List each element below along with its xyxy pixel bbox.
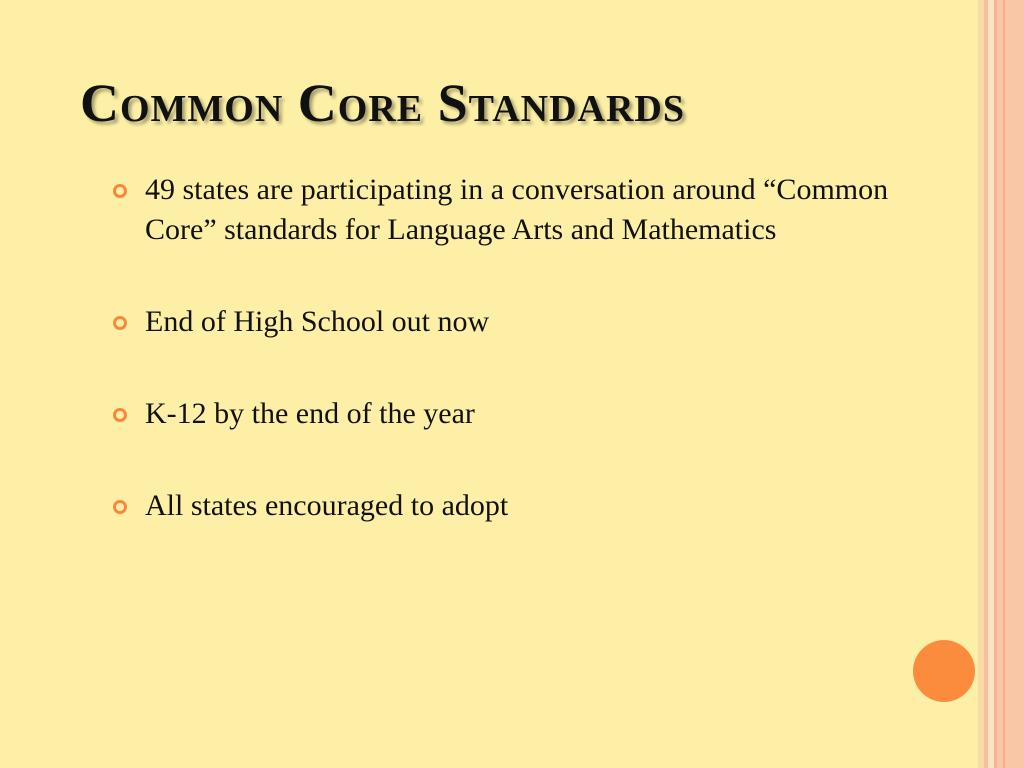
edge-stripe bbox=[997, 0, 1024, 768]
bullet-text: All states encouraged to adopt bbox=[145, 489, 509, 522]
hollow-circle-bullet-icon bbox=[113, 408, 127, 422]
slide-title: Common Core Standards bbox=[80, 73, 685, 133]
bullet-text: K-12 by the end of the year bbox=[145, 397, 475, 430]
hollow-circle-bullet-icon bbox=[113, 316, 127, 330]
hollow-circle-bullet-icon bbox=[113, 500, 127, 514]
hollow-circle-bullet-icon bbox=[113, 184, 127, 198]
bullet-item bbox=[112, 394, 962, 434]
bullet-text: 49 states are participating in a conversation around “Common Core” standards for Language Arts and Mathematics bbox=[145, 173, 889, 246]
bullet-item bbox=[112, 170, 962, 250]
bullet-item bbox=[112, 302, 962, 342]
orange-circle-icon bbox=[913, 640, 975, 702]
bullet-item bbox=[112, 486, 962, 526]
edge-stripe bbox=[1003, 0, 1005, 768]
bullet-list bbox=[112, 170, 962, 578]
bullet-text: End of High School out now bbox=[145, 305, 490, 338]
